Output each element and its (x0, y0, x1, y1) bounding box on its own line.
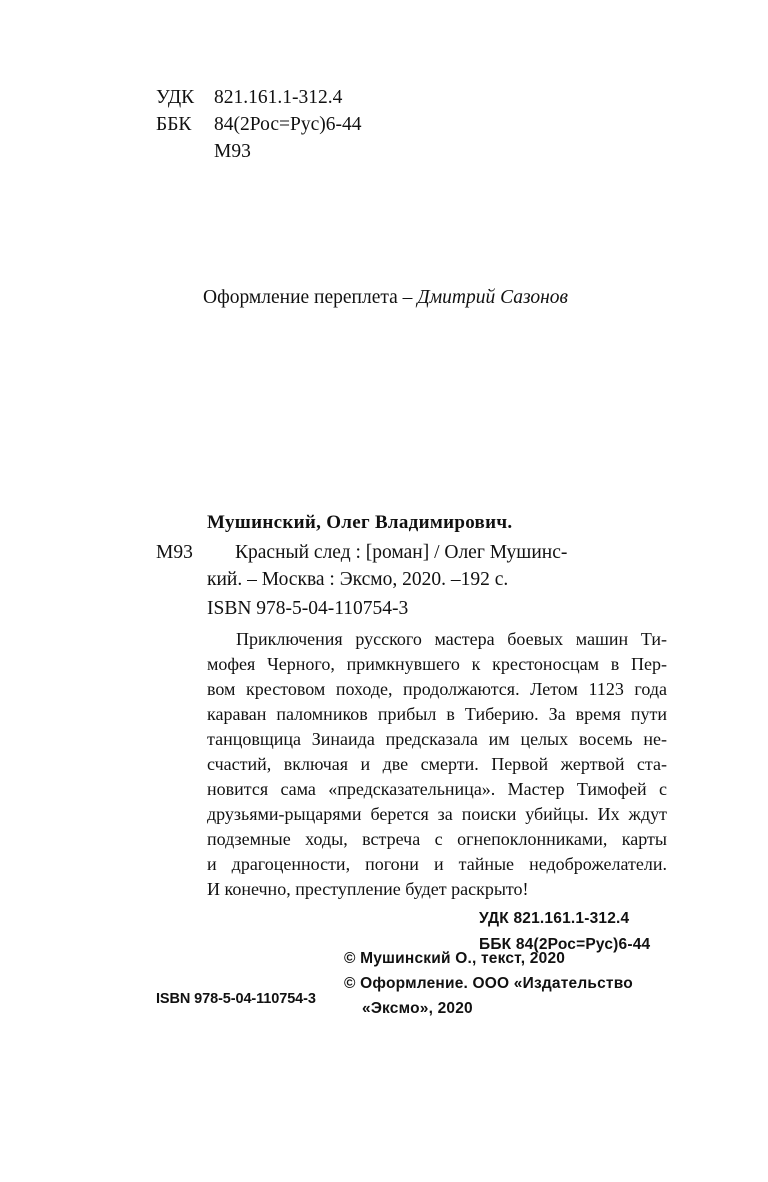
cover-credit-text: Оформление переплета – (203, 287, 418, 308)
catalog-title-line-2: кий. – Москва : Эксмо, 2020. –192 с. (207, 569, 509, 590)
annotation-line: караван паломников прибыл в Тиберию. За время пути (207, 704, 667, 724)
catalog-author-mark: М93 (156, 542, 193, 563)
author-mark: М93 (214, 141, 251, 162)
copyright-isbn: ISBN 978-5-04-110754-3 (156, 991, 316, 1007)
copyright-block (344, 946, 633, 1021)
classification-block (156, 88, 416, 168)
copyright-design-line: © Оформление. ООО «Издательство (344, 975, 633, 992)
catalog-title-line-1: Красный след : [роман] / Олег Мушинс- (235, 542, 568, 563)
annotation-line: друзьями-рыцарями берется за поиски убийцы. Их ждут (207, 804, 667, 824)
cover-designer-name: Дмитрий Сазонов (417, 287, 568, 308)
catalog-udk-line: УДК 821.161.1-312.4 (479, 910, 630, 927)
annotation-line: Приключения русского мастера боевых машин Ти- (236, 629, 667, 649)
annotation-line: подземные ходы, встреча с огнепоклонниками, карты (207, 829, 667, 849)
udk-value: 821.161.1-312.4 (214, 87, 343, 108)
catalog-annotation (207, 627, 667, 902)
catalog-bbk-line: ББК 84(2Рос=Рус)6-44 (479, 936, 651, 953)
udk-label: УДК (156, 87, 195, 108)
catalog-author-heading: Мушинский, Олег Владимирович. (207, 512, 513, 533)
annotation-line: новится сама «предсказательница». Мастер Тимофей с (207, 779, 667, 799)
bbk-value: 84(2Рос=Рус)6-44 (214, 114, 362, 135)
annotation-line: танцовщица Зинаида предсказала им целых восемь не- (207, 729, 667, 749)
catalog-isbn: ISBN 978-5-04-110754-3 (207, 598, 409, 619)
copyright-text-line: © Мушинский О., текст, 2020 (344, 950, 566, 967)
annotation-line: и драгоценности, погони и тайные недоброжелатели. (207, 854, 667, 874)
cover-design-credit (203, 287, 568, 309)
annotation-line: счастий, включая и две смерти. Первой жертвой ста- (207, 754, 667, 774)
annotation-line: И конечно, преступление будет раскрыто! (207, 879, 529, 899)
bbk-label: ББК (156, 114, 192, 135)
annotation-line: вом крестовом походе, продолжаются. Летом 1123 года (207, 679, 667, 699)
annotation-line: мофея Черного, примкнувшего к крестоносцам в Пер- (207, 654, 667, 674)
copyright-publisher-line: «Эксмо», 2020 (362, 1000, 473, 1017)
